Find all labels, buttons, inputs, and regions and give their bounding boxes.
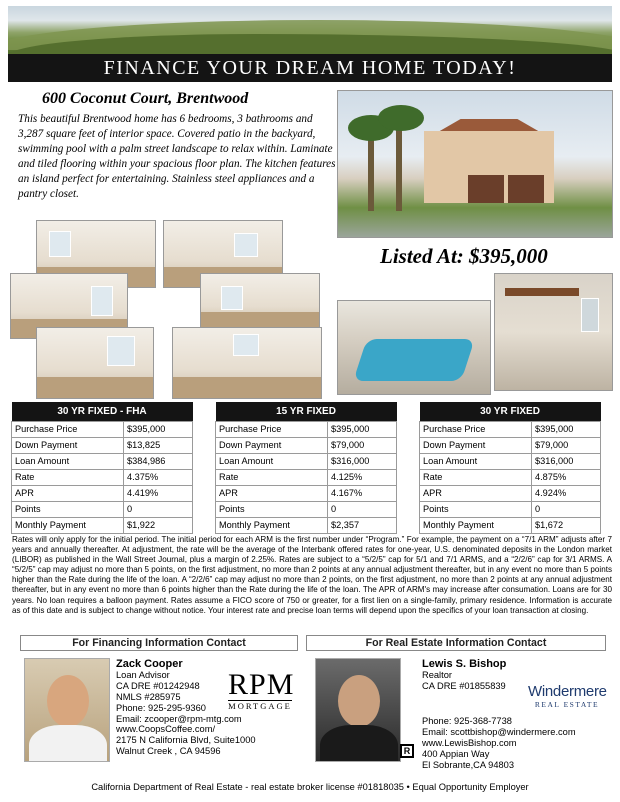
rpm-logo-subtext: MORTGAGE <box>228 701 292 711</box>
banner-title: FINANCE YOUR DREAM HOME TODAY! <box>8 54 612 82</box>
realtor-photo <box>315 658 401 762</box>
row-label: APR <box>12 485 124 501</box>
row-value: $1,672 <box>532 517 601 533</box>
loan-advisor-address2: Walnut Creek , CA 94596 <box>116 746 221 757</box>
rate-table-30yr-fha <box>11 402 193 534</box>
loan-advisor-photo <box>24 658 110 762</box>
row-value: $384,986 <box>124 453 193 469</box>
realtor-title: Realtor <box>422 669 452 680</box>
row-value: 0 <box>124 501 193 517</box>
row-value: $13,825 <box>124 437 193 453</box>
realtor-r-icon: R <box>400 744 414 758</box>
row-label: Loan Amount <box>12 453 124 469</box>
patio-photo <box>494 273 613 391</box>
kitchen-photo <box>172 327 322 399</box>
windermere-logo <box>528 683 606 709</box>
rate-table-title: 30 YR FIXED - FHA <box>12 402 193 421</box>
bathroom-photo <box>36 327 154 399</box>
row-label: Rate <box>216 469 328 485</box>
loan-advisor-nmls: NMLS #285975 <box>116 691 181 702</box>
row-value: 4.924% <box>532 485 601 501</box>
row-value: $79,000 <box>532 437 601 453</box>
row-label: Rate <box>420 469 532 485</box>
row-value: 4.875% <box>532 469 601 485</box>
realtor-name: Lewis S. Bishop <box>422 658 507 670</box>
realtor-dre: CA DRE #01855839 <box>422 680 506 691</box>
row-value: 4.375% <box>124 469 193 485</box>
windermere-logo-subtext: REAL ESTATE <box>534 700 600 709</box>
hero-landscape-image <box>8 6 612 54</box>
row-label: Monthly Payment <box>420 517 532 533</box>
property-description: This beautiful Brentwood home has 6 bedrooms, 3 bathrooms and 3,287 square feet of interior space. Covered patio in the backyard, swimming pool with a palm street landscape to relax within. Laminate and tiled flooring within your spacious floor plan. The kitchen features an island perfect for entertaining. Stainless steel appliances and a pantry closet. <box>18 113 336 200</box>
loan-advisor-title: Loan Advisor <box>116 669 170 680</box>
row-value: $395,000 <box>124 421 193 437</box>
row-value: 0 <box>328 501 397 517</box>
row-label: Purchase Price <box>12 421 124 437</box>
property-address: 600 Coconut Court, Brentwood <box>42 90 249 107</box>
row-value: $316,000 <box>532 453 601 469</box>
loan-advisor-dre: CA DRE #01242948 <box>116 680 200 691</box>
loan-advisor-phone: Phone: 925-295-9360 <box>116 702 206 713</box>
realtor-address2: El Sobrante,CA 94803 <box>422 759 515 770</box>
loan-advisor-email: Email: zcooper@rpm-mtg.com <box>116 713 242 724</box>
row-label: Loan Amount <box>216 453 328 469</box>
realtor-phone: Phone: 925-368-7738 <box>422 716 512 726</box>
realtor-website: www.LewisBishop.com <box>422 737 517 748</box>
row-value: 4.167% <box>328 485 397 501</box>
rpm-mortgage-logo <box>228 668 295 711</box>
rpm-logo-text: RPM <box>228 668 295 701</box>
rate-table-title: 15 YR FIXED <box>216 402 397 421</box>
row-value: $316,000 <box>328 453 397 469</box>
financing-contact-heading: For Financing Information Contact <box>20 635 298 651</box>
loan-advisor-name: Zack Cooper <box>116 658 183 670</box>
row-value: 4.125% <box>328 469 397 485</box>
windermere-logo-text: Windermere <box>528 683 607 700</box>
row-label: Purchase Price <box>216 421 328 437</box>
row-label: APR <box>420 485 532 501</box>
row-label: Purchase Price <box>420 421 532 437</box>
row-label: Down Payment <box>12 437 124 453</box>
house-exterior-photo <box>337 90 613 238</box>
row-value: $2,357 <box>328 517 397 533</box>
row-label: Monthly Payment <box>12 517 124 533</box>
realtor-info <box>422 659 506 692</box>
row-label: Points <box>12 501 124 517</box>
listed-price: Listed At: $395,000 <box>380 244 548 268</box>
rate-table-30yr-fixed <box>419 402 601 534</box>
row-label: Down Payment <box>420 437 532 453</box>
loan-advisor-address1: 2175 N California Blvd, Suite1000 <box>116 735 256 746</box>
row-label: Rate <box>12 469 124 485</box>
row-label: Down Payment <box>216 437 328 453</box>
row-label: APR <box>216 485 328 501</box>
footer-license: California Department of Real Estate - real estate broker license #01818035 • Equal Opportunity Employer <box>91 782 529 792</box>
row-label: Monthly Payment <box>216 517 328 533</box>
bedroom-photo <box>200 273 320 329</box>
row-label: Points <box>216 501 328 517</box>
loan-advisor-website: www.CoopsCoffee.com/ <box>116 724 216 735</box>
realtor-address1: 400 Appian Way <box>422 748 490 759</box>
rate-table-15yr-fixed <box>215 402 397 534</box>
row-label: Loan Amount <box>420 453 532 469</box>
rate-disclaimer: Rates will only apply for the initial period. The initial period for each ARM is the first number under “Program.” For example, the payment on a “7/1 ARM” adjusts after 7 years and annually thereafter. At adjustment, the rate will be the average of the Interbank offered rates for one-year, U.S. denominated deposits in the London market (LIBOR) as published in the Wall Street Journal, plus a margin of 2.25%. Rates are subject to a “5/2/5” cap for 5/1 and 7/1 ARMS, and a “2/2/6” cap for 3/1 ARMS. A “5/2/5” cap may adjust no more than 5 points, on the first adjustment, no more than 2 points at any annual adjustment thereafter, but in any event no more than 5 points higher than the Rate during the life of the loan. A “2/2/6” cap may adjust no more than 2 points, on the first adjustment, no more than 2 points at any annual adjustment thereafter, but in any event no more than 6 points higher than the Rate during the life of the loan. The APR of ARM's may increase after consumation. Loans are for 30 years. No loan requires a balloon payment. Rates assume a FICO score of 750 or greater, for a first lien on a single-family, primary residence. Information is accurate as of this date and is subject to change without notice. Your interest rate and precise loan terms will depend upon the specifics of your loan transaction at closing. <box>12 535 612 615</box>
realtor-contact <box>422 716 576 771</box>
row-label: Points <box>420 501 532 517</box>
row-value: $1,922 <box>124 517 193 533</box>
row-value: 4.419% <box>124 485 193 501</box>
row-value: $79,000 <box>328 437 397 453</box>
rate-table-title: 30 YR FIXED <box>420 402 601 421</box>
realtor-email: Email: scottbishop@windermere.com <box>422 726 576 737</box>
row-value: $395,000 <box>532 421 601 437</box>
row-value: $395,000 <box>328 421 397 437</box>
realestate-contact-heading: For Real Estate Information Contact <box>306 635 606 651</box>
pool-photo <box>337 300 491 395</box>
row-value: 0 <box>532 501 601 517</box>
